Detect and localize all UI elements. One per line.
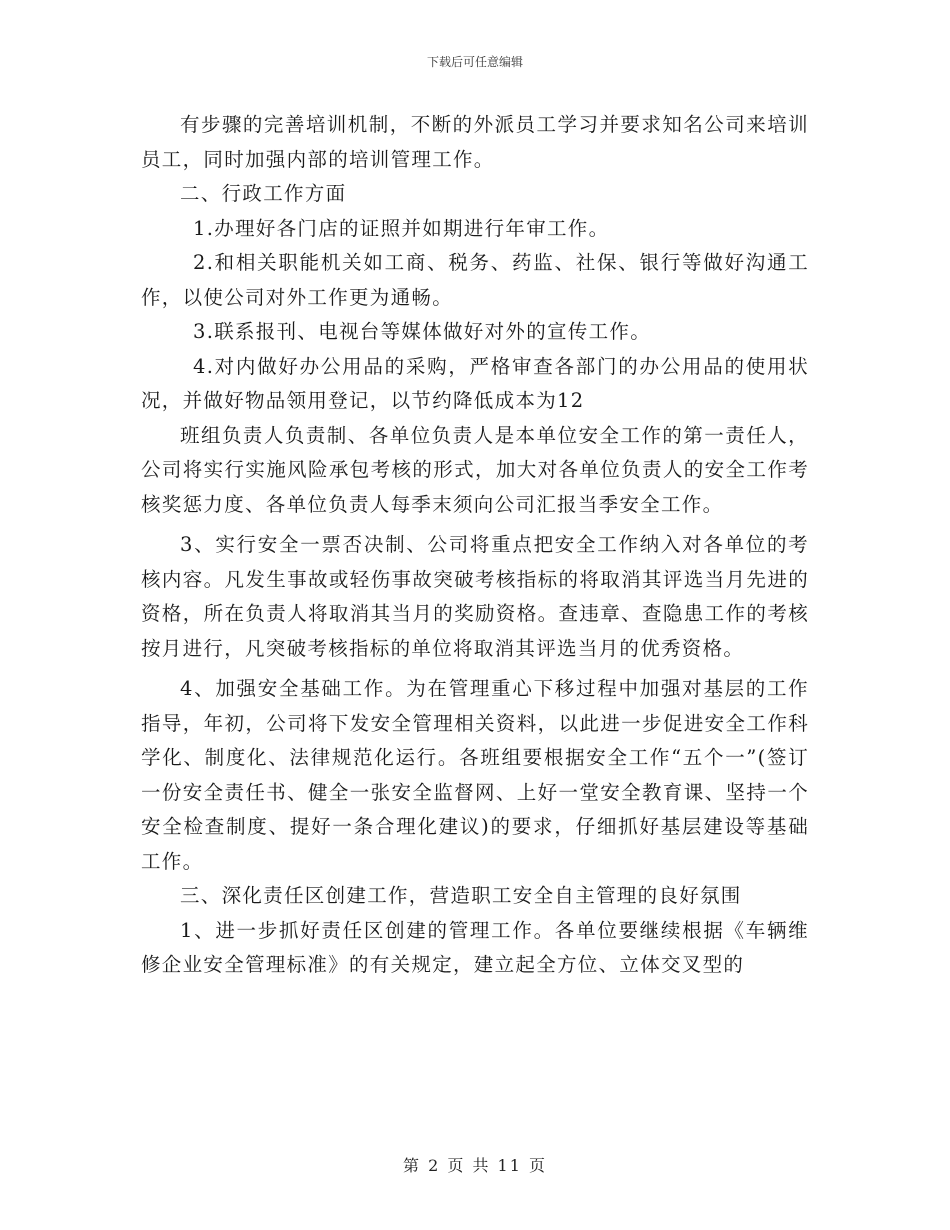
document-body	[141, 108, 809, 983]
paragraph-veto-system: 3、实行安全一票否决制、公司将重点把安全工作纳入对各单位的考核内容。凡发生事故或轻伤事故突破考核指标的将取消其评选当月先进的资格，所在负责人将取消其当月的奖励资格。查违章、查隐患工作的考核按月进行，凡突破考核指标的单位将取消其评选当月的优秀资格。	[141, 533, 809, 660]
paragraph-safety-foundation: 4、加强安全基础工作。为在管理重心下移过程中加强对基层的工作指导，年初，公司将下发安全管理相关资料，以此进一步促进安全工作科学化、制度化、法律规范化运行。各班组要根据安全工作“五个一”(签订一份安全责任书、健全一张安全监督网、上好一堂安全教育课、坚持一个安全检查制度、提好一条合理化建议)的要求，仔细抓好基层建设等基础工作。	[141, 677, 809, 873]
list-item-office-supplies: 4.对内做好办公用品的采购，严格审查各部门的办公用品的使用状况，并做好物品领用登记，以节约降低成本为12	[141, 354, 809, 412]
heading-admin-work: 二、行政工作方面	[180, 182, 347, 205]
list-item-licenses: 1.办理好各门店的证照并如期进行年审工作。	[193, 216, 610, 240]
list-item-publicity: 3.联系报刊、电视台等媒体做好对外的宣传工作。	[193, 320, 652, 343]
paragraph-training: 有步骤的完善培训机制，不断的外派员工学习并要求知名公司来培训员工，同时加强内部的培训管理工作。	[141, 113, 809, 171]
page-header-note: 下载后可任意编辑	[426, 55, 523, 69]
list-item-communication: 2.和相关职能机关如工商、税务、药监、社保、银行等做好沟通工作，以使公司对外工作更为通畅。	[141, 251, 809, 309]
page-number-footer: 第 2 页 共 11 页	[403, 1156, 547, 1175]
paragraph-responsibility: 班组负责人负责制、各单位负责人是本单位安全工作的第一责任人，公司将实行实施风险承包考核的形式，加大对各单位负责人的安全工作考核奖惩力度、各单位负责人每季末须向公司汇报当季安全工作。	[141, 423, 809, 516]
paragraph-zone-management: 1、进一步抓好责任区创建的管理工作。各单位要继续根据《车辆维修企业安全管理标准》的有关规定，建立起全方位、立体交叉型的	[141, 918, 809, 976]
heading-responsibility-zone: 三、深化责任区创建工作，营造职工安全自主管理的良好氛围	[180, 884, 742, 907]
